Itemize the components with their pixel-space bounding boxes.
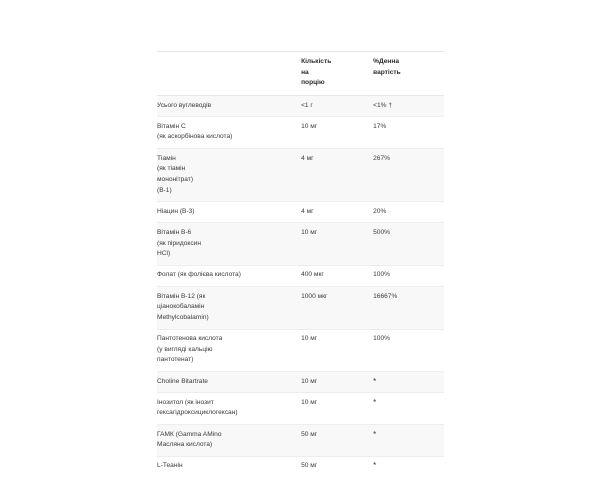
nutrient-name-line: (як тіамін	[157, 165, 186, 173]
nutrient-name-line: Ніацин (B-3)	[157, 207, 195, 215]
table-row	[157, 393, 444, 425]
nutrient-name-line: гексагідроксициклогексан)	[157, 409, 238, 417]
amount-per-serving-cell: 4 мг	[301, 149, 373, 202]
table-body	[157, 96, 444, 478]
daily-value-cell	[373, 456, 444, 477]
daily-value-cell: 267%	[373, 149, 444, 202]
nutrient-name-line: Тіамін	[157, 154, 176, 162]
daily-value-cell	[373, 393, 444, 425]
nutrient-name-line: HCl)	[157, 250, 171, 258]
nutrient-name-line: пантотенат)	[157, 356, 194, 364]
nutrient-name-line: (як піридоксин	[157, 239, 201, 247]
column-header-amount-per-serving	[301, 52, 373, 96]
table-row	[157, 372, 444, 393]
amount-per-serving-cell: 10 мг	[301, 117, 373, 149]
daily-value-cell: 17%	[373, 117, 444, 149]
daily-value-header-line: вартість	[373, 68, 401, 76]
amount-per-serving-cell: 4 мг	[301, 202, 373, 223]
amount-per-serving-cell: 10 мг	[301, 372, 373, 393]
daily-value-cell: <1% †	[373, 96, 444, 117]
amount-per-serving-cell: <1 г	[301, 96, 373, 117]
nutrient-name-line: Вітамін B-6	[157, 228, 192, 236]
daily-value-asterisk: *	[373, 429, 377, 439]
nutrient-name-line: (B-1)	[157, 186, 172, 194]
nutrient-name-line: Вітамін C	[157, 122, 186, 130]
amount-per-serving-cell: 10 мг	[301, 393, 373, 425]
nutrient-name-line: Фолат (як фолієва кислота)	[157, 271, 241, 279]
table-row	[157, 223, 444, 266]
nutrient-name-line: Інозитол (як інозит	[157, 398, 214, 406]
daily-value-asterisk: *	[373, 397, 377, 407]
amount-per-serving-cell: 1000 мкг	[301, 287, 373, 330]
supplement-facts-panel	[157, 51, 444, 477]
nutrient-name-cell	[157, 117, 301, 149]
amount-per-serving-cell: 50 мг	[301, 456, 373, 477]
daily-value-cell: 16667%	[373, 287, 444, 330]
nutrient-name-cell	[157, 456, 301, 477]
table-row	[157, 456, 444, 477]
table-row	[157, 265, 444, 286]
nutrient-name-line: Пантотенова кислота	[157, 335, 223, 343]
nutrient-name-line: мононітрат)	[157, 175, 194, 183]
table-header-row	[157, 52, 444, 96]
daily-value-cell: 100%	[373, 265, 444, 286]
amount-per-serving-cell: 50 мг	[301, 425, 373, 457]
nutrient-name-cell	[157, 265, 301, 286]
daily-value-asterisk: *	[373, 376, 377, 386]
table-row	[157, 425, 444, 457]
nutrient-name-line: Вітамін B-12 (як	[157, 292, 206, 300]
supplement-facts-table	[157, 51, 444, 477]
table-header	[157, 52, 444, 96]
nutrient-name-line: L-Теанін	[157, 462, 183, 470]
nutrient-name-cell	[157, 223, 301, 266]
amount-header-line: Кількість	[301, 58, 332, 65]
table-row	[157, 117, 444, 149]
table-row	[157, 202, 444, 223]
daily-value-cell: 100%	[373, 329, 444, 372]
table-row	[157, 329, 444, 372]
nutrient-name-line: (як аскорбінова кислота)	[157, 133, 233, 141]
amount-per-serving-cell: 10 мг	[301, 329, 373, 372]
table-row	[157, 149, 444, 202]
nutrient-name-cell	[157, 425, 301, 457]
daily-value-asterisk: *	[373, 461, 377, 471]
nutrient-name-line: (у вигляді кальцію	[157, 345, 213, 353]
daily-value-header-line: %Денна	[373, 58, 400, 65]
nutrient-name-line: Масляна кислота)	[157, 441, 213, 449]
column-header-daily-value	[373, 52, 444, 96]
daily-value-cell: 20%	[373, 202, 444, 223]
nutrient-name-cell	[157, 393, 301, 425]
table-row	[157, 287, 444, 330]
amount-per-serving-cell: 400 мкг	[301, 265, 373, 286]
daily-value-cell	[373, 372, 444, 393]
nutrient-name-line: Methylcobalamin)	[157, 313, 209, 321]
nutrient-name-cell	[157, 202, 301, 223]
nutrient-name-cell	[157, 329, 301, 372]
nutrient-name-cell	[157, 287, 301, 330]
nutrient-name-cell	[157, 149, 301, 202]
column-header-nutrient	[157, 52, 301, 96]
daily-value-cell	[373, 425, 444, 457]
amount-header-line: на	[301, 68, 309, 76]
nutrient-name-line: ціанокобаламін	[157, 303, 205, 311]
daily-value-cell: 500%	[373, 223, 444, 266]
table-row	[157, 96, 444, 117]
nutrient-name-line: Choline Bitartrate	[157, 377, 208, 385]
nutrient-name-cell	[157, 372, 301, 393]
nutrient-name-cell	[157, 96, 301, 117]
amount-header-line: порцію	[301, 79, 325, 87]
nutrient-name-line: ГАМК (Gamma AMino	[157, 430, 222, 438]
nutrient-name-line: Усього вуглеводів	[157, 101, 212, 109]
amount-per-serving-cell: 10 мг	[301, 223, 373, 266]
